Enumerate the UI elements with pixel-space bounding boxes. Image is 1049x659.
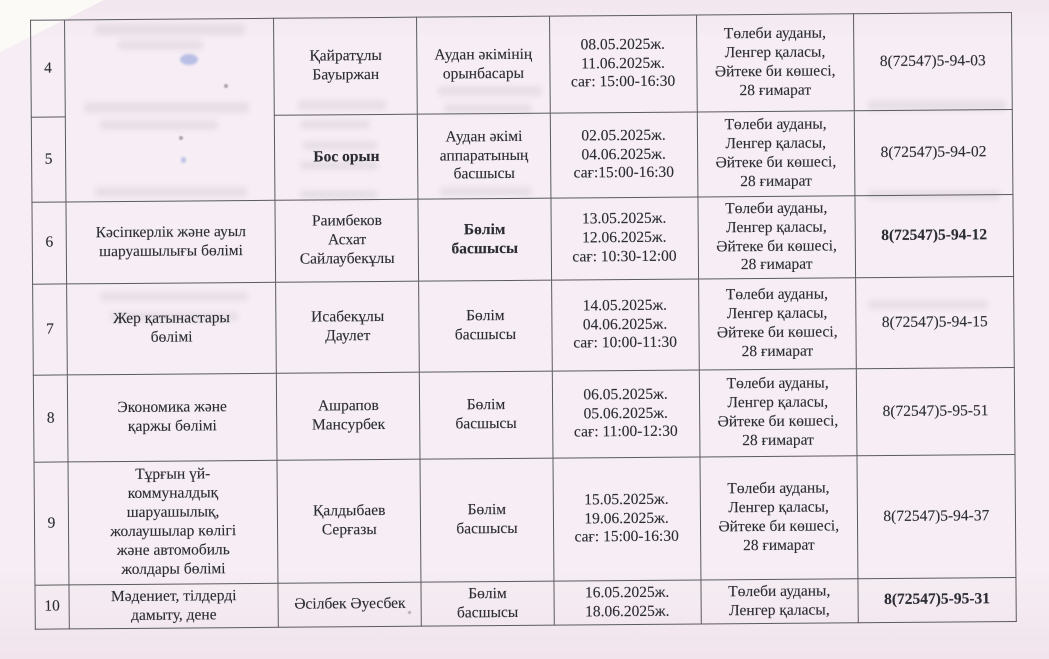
cell-position (418, 113, 551, 199)
cell-line: Қалдыбаев (312, 502, 386, 520)
cell-line: 5 (44, 150, 53, 168)
cell-address (697, 111, 855, 197)
cell-line: Бөлім (467, 501, 507, 519)
cell-phone (854, 110, 1013, 196)
cell-line: 28 ғимарат (740, 255, 813, 274)
cell-line: Серғазы (321, 521, 377, 539)
cell-phone (855, 276, 1014, 368)
cell-line: Раимбеков (311, 212, 382, 230)
cell-line: 02.05.2025ж. (581, 126, 666, 145)
cell-line: Ленгер қаласы, (724, 43, 826, 62)
cell-line: Мәдениет, тілдерді (110, 586, 237, 605)
cell-line: Ленгер қаласы, (729, 600, 830, 619)
cell-line: басшысы (456, 603, 519, 621)
cell-phone (855, 194, 1014, 277)
cell-department (68, 460, 278, 585)
cell-line: Ашрапов (317, 397, 379, 415)
cell-line: Төлеби ауданы, (727, 479, 830, 498)
cell-address (698, 196, 856, 279)
cell-line: сағ: 11:00-12:30 (573, 423, 678, 441)
cell-line: Қайратұлы (309, 47, 382, 65)
cell-line: Мансурбек (311, 415, 386, 434)
table-row-7 (33, 276, 1015, 375)
cell-num (33, 284, 68, 375)
cell-line: 28 ғимарат (742, 431, 814, 450)
cell-schedule (549, 15, 697, 113)
cell-phone (856, 367, 1015, 455)
cell-line: Ленгер қаласы, (728, 498, 829, 517)
cell-line: Төлеби ауданы, (726, 374, 829, 393)
cell-address (701, 579, 858, 624)
cell-department (67, 373, 277, 462)
cell-position (419, 280, 552, 372)
cell-schedule (551, 279, 699, 371)
cell-line: 8 (46, 409, 55, 427)
cell-line: сағ:15:00-16:30 (573, 164, 675, 182)
cell-line: 15.05.2025ж. (584, 490, 669, 509)
cell-department (69, 583, 279, 629)
cell-person (278, 582, 421, 627)
cell-line: басшысы (454, 325, 517, 344)
cell-line: 8(72547)5-94-37 (883, 506, 990, 525)
cell-line: Бауыржан (312, 65, 380, 84)
cell-line: 13.05.2025ж. (581, 209, 667, 228)
cell-line: 9 (47, 514, 56, 532)
cell-line: Бос орын (313, 147, 380, 166)
cell-line: 05.06.2025ж. (583, 404, 668, 422)
cell-line: 12.06.2025ж. (582, 228, 667, 247)
cell-line: сағ: 15:00-16:30 (570, 73, 676, 91)
cell-schedule (552, 370, 700, 458)
cell-line: 7 (46, 320, 54, 338)
cell-line: Әйтеке би көшесі, (716, 323, 838, 342)
cell-position (418, 198, 551, 281)
cell-position (421, 581, 553, 626)
cell-line: 8(72547)5-94-15 (881, 312, 988, 331)
cell-line: бөлімі (150, 328, 193, 346)
cell-line: Ленгер қаласы, (726, 304, 828, 323)
cell-position (420, 458, 553, 582)
cell-line: Ленгер қаласы, (725, 134, 827, 153)
cell-person (276, 281, 420, 373)
cell-num (34, 462, 69, 585)
cell-line: Даулет (325, 327, 371, 345)
cell-line: басшысы (456, 519, 518, 538)
cell-line: 4 (43, 59, 52, 77)
cell-line: Аудан әкімі (445, 127, 523, 146)
cell-line: Әйтеке би көшесі, (718, 517, 840, 536)
cell-line: Тұрғын үй- (135, 465, 211, 484)
table-row-9 (34, 454, 1016, 585)
cell-line: 08.05.2025ж. (580, 35, 666, 54)
cell-line: басшысы (455, 414, 517, 433)
cell-person (277, 459, 421, 583)
cell-line: 14.05.2025ж. (582, 296, 668, 315)
cell-line: Төлеби ауданы, (728, 582, 831, 600)
cell-department (67, 282, 277, 375)
cell-line: Бөлім (468, 584, 507, 602)
cell-line: Экономика және (117, 398, 227, 417)
cell-line: Төлеби ауданы, (723, 24, 826, 43)
cell-line: 28 ғимарат (739, 81, 812, 100)
cell-line: 8(72547)5-94-03 (879, 51, 986, 70)
cell-phone (858, 577, 1017, 622)
document-sheet (30, 12, 1017, 630)
cell-phone (853, 13, 1012, 111)
cell-line: Сайлаубекұлы (299, 249, 395, 268)
cell-line: Әйтеке би көшесі, (714, 62, 836, 81)
cell-line: 28 ғимарат (740, 172, 812, 191)
cell-position (420, 371, 553, 459)
cell-phone (857, 454, 1016, 578)
cell-line: сағ: 10:30-12:00 (572, 247, 677, 266)
cell-line: шаруашылығы бөлімі (99, 241, 243, 260)
cell-person (277, 372, 421, 460)
cell-line: дамыту, дене (131, 605, 217, 624)
cell-line: Әсілбек Әуесбек (294, 594, 406, 613)
cell-line: басшысы (451, 239, 519, 257)
cell-address (698, 278, 856, 370)
cell-address (696, 14, 854, 112)
table-row-10 (35, 577, 1016, 629)
cell-line: 10 (44, 597, 60, 615)
cell-line: Әйтеке би көшесі, (717, 412, 839, 431)
cell-line: Исабекұлы (311, 308, 385, 326)
cell-line: Кәсіпкерлік және ауыл (95, 222, 247, 241)
cell-line: Бөлім (463, 220, 506, 238)
cell-line: басшысы (453, 165, 515, 183)
cell-line: және автомобиль (116, 541, 230, 559)
cell-schedule (550, 197, 698, 280)
cell-num (35, 585, 69, 629)
cell-line: Бөлім (466, 396, 506, 414)
cell-line: Асхат (327, 231, 367, 249)
cell-address (699, 369, 857, 457)
cell-num (33, 375, 68, 462)
cell-line: қаржы бөлімі (127, 417, 217, 435)
cell-line: Төлеби ауданы, (724, 115, 827, 134)
cell-line: 8(72547)5-95-31 (883, 590, 991, 609)
cell-department (66, 200, 276, 284)
cell-line: 11.06.2025ж. (581, 54, 665, 72)
cell-line: сағ: 15:00-16:30 (574, 528, 679, 546)
cell-line: 19.06.2025ж. (584, 509, 669, 527)
cell-line: 6 (45, 233, 54, 251)
cell-line: 8(72547)5-94-02 (880, 142, 987, 161)
cell-line: Ленгер қаласы, (726, 218, 827, 236)
cell-line: Ленгер қаласы, (727, 393, 829, 412)
cell-num (32, 202, 67, 284)
cell-line: 8(72547)5-95-51 (882, 401, 989, 420)
table-row-6 (32, 194, 1014, 284)
cell-line: коммуналдық (127, 484, 219, 503)
table-row-4 (31, 13, 1013, 118)
cell-line: 28 ғимарат (743, 536, 815, 555)
cell-num (31, 20, 66, 117)
cell-line: 04.06.2025ж. (582, 315, 668, 333)
table-row-8 (33, 367, 1015, 462)
cell-person (275, 199, 419, 282)
cell-line: 16.05.2025ж. (584, 583, 670, 601)
cell-line: Әйтеке би көшесі, (715, 153, 837, 172)
cell-schedule (550, 112, 698, 198)
cell-line: Жер қатынастары (113, 309, 231, 328)
cell-line: Бөлім (465, 307, 505, 325)
cell-department (65, 18, 276, 202)
cell-person (275, 114, 419, 200)
cell-line: Төлеби ауданы, (725, 285, 829, 304)
cell-line: 8(72547)5-94-12 (881, 226, 988, 245)
cell-line: 28 ғимарат (741, 342, 814, 361)
cell-line: сағ: 10:00-11:30 (573, 334, 678, 352)
cell-address (700, 456, 858, 580)
cell-line: шаруашылық, (126, 503, 220, 522)
cell-person (274, 17, 418, 115)
cell-line: Аудан әкімінің (434, 45, 533, 64)
cell-position (417, 16, 550, 114)
cell-num (31, 117, 66, 202)
cell-schedule (553, 580, 700, 625)
cell-line: Әйтеке би көшесі, (716, 236, 837, 255)
reception-schedule-table (30, 12, 1017, 630)
cell-line: 18.06.2025ж. (585, 602, 670, 620)
cell-line: орынбасары (442, 64, 525, 83)
cell-line: аппаратының (439, 146, 529, 165)
cell-schedule (552, 457, 700, 581)
cell-line: жолаушылар көлігі (110, 522, 237, 541)
cell-line: жолдары бөлімі (121, 560, 226, 578)
cell-line: Төлеби ауданы, (725, 199, 828, 217)
cell-line: 06.05.2025ж. (583, 385, 668, 404)
cell-line: 04.06.2025ж. (581, 145, 666, 163)
